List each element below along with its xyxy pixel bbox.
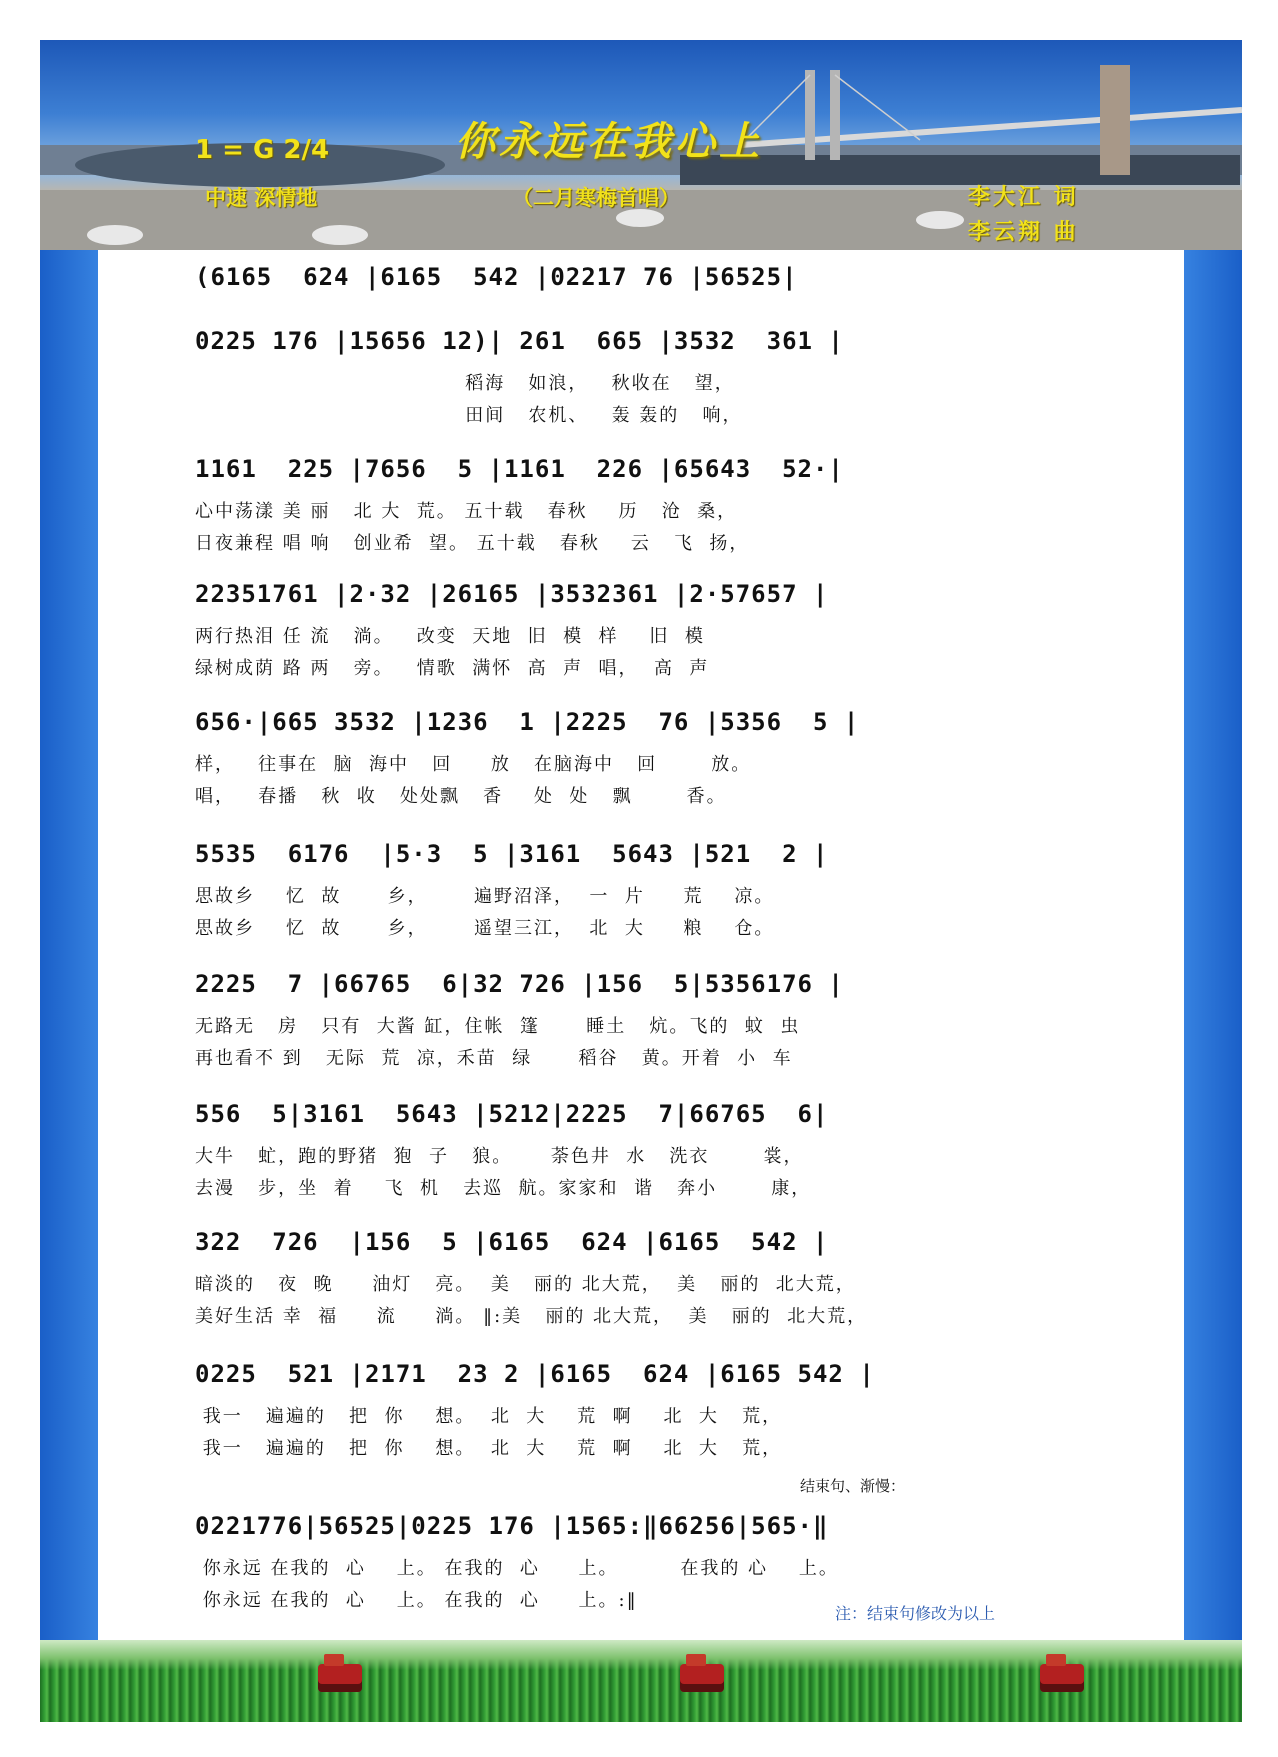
score-line xyxy=(195,1360,1065,1486)
numbered-notation: 656·|665 3532 |1236 1 |2225 76 |5356 5 | xyxy=(195,708,860,736)
lyrics-verse-2: 美好生活 幸 福 流 淌。 ‖:美 丽的 北大荒， 美 丽的 北大荒， xyxy=(195,1306,868,1327)
lyrics-verse-2: 去漫 步，坐 着 飞 机 去巡 航。家家和 谐 奔小 康， xyxy=(195,1178,812,1199)
composer-credit: 李云翔 曲 xyxy=(968,219,1079,245)
numbered-notation: 322 726 |156 5 |6165 624 |6165 542 | xyxy=(195,1228,829,1256)
numbered-notation: (6165 624 |6165 542 |02217 76 |56525| xyxy=(195,263,798,291)
ending-instruction: 结束句、渐慢： xyxy=(800,1477,906,1495)
score-line xyxy=(195,580,1065,706)
lyricist-credit: 李大江 词 xyxy=(968,184,1079,210)
tractor-icon xyxy=(318,1664,362,1692)
score-line xyxy=(195,840,1065,966)
lyrics-verse-1: 无路无 房 只有 大酱 缸，住帐 篷 睡土 炕。飞的 蚊 虫 xyxy=(195,1016,801,1037)
lyrics-verse-2: 你永远 在我的 心 上。 在我的 心 上。:‖ xyxy=(195,1590,638,1611)
lyrics-verse-2: 再也看不 到 无际 荒 凉，禾苗 绿 稻谷 黄。开着 小 车 xyxy=(195,1048,793,1069)
lyrics-verse-1: 稻海 如浪， 秋收在 望， xyxy=(195,373,735,394)
lyrics-verse-2: 思故乡 忆 故 乡， 遥望三江， 北 大 粮 仓。 xyxy=(195,918,775,939)
numbered-notation: 0225 176 |15656 12)| 261 665 |3532 361 | xyxy=(195,327,844,355)
lyrics-verse-2: 日夜兼程 唱 响 创业希 望。 五十载 春秋 云 飞 扬， xyxy=(195,533,750,554)
score-line xyxy=(195,455,1065,581)
lyrics-verse-1: 你永远 在我的 心 上。 在我的 心 上。 在我的 心 上。 xyxy=(195,1558,839,1579)
song-subtitle: （二月寒梅首唱） xyxy=(512,185,680,210)
lyrics-verse-1: 大牛 虻，跑的野猪 狍 子 狼。 荼色井 水 洗衣 裳， xyxy=(195,1146,804,1167)
numbered-notation: 0225 521 |2171 23 2 |6165 624 |6165 542 | xyxy=(195,1360,875,1388)
numbered-notation: 22351761 |2·32 |26165 |3532361 |2·57657 | xyxy=(195,580,829,608)
numbered-notation: 5535 6176 |5·3 5 |3161 5643 |521 2 | xyxy=(195,840,829,868)
tempo-marking: 中速 深情地 xyxy=(205,185,318,210)
score-line xyxy=(195,708,1065,834)
lyrics-verse-1: 两行热泪 任 流 淌。 改变 天地 旧 模 样 旧 模 xyxy=(195,626,705,647)
song-title: 你永远在我心上 xyxy=(455,118,763,165)
lyrics-verse-2: 唱， 春播 秋 收 处处飘 香 处 处 飘 香。 xyxy=(195,786,727,807)
score-line xyxy=(195,1100,1065,1226)
lyrics-verse-2: 绿树成荫 路 两 旁。 情歌 满怀 高 声 唱， 高 声 xyxy=(195,658,710,679)
numbered-notation: 1161 225 |7656 5 |1161 226 |65643 52·| xyxy=(195,455,844,483)
numbered-notation: 556 5|3161 5643 |5212|2225 7|66765 6| xyxy=(195,1100,829,1128)
header-banner xyxy=(40,40,1242,250)
lyrics-verse-1: 心中荡漾 美 丽 北 大 荒。 五十载 春秋 历 沧 桑， xyxy=(195,501,738,522)
lyrics-verse-1: 样， 往事在 脑 海中 回 放 在脑海中 回 放。 xyxy=(195,754,752,775)
lyrics-verse-1: 暗淡的 夜 晚 油灯 亮。 美 丽的 北大荒， 美 丽的 北大荒， xyxy=(195,1274,856,1295)
lyrics-verse-2: 我一 遍遍的 把 你 想。 北 大 荒 啊 北 大 荒， xyxy=(195,1438,783,1459)
lyrics-verse-1: 我一 遍遍的 把 你 想。 北 大 荒 啊 北 大 荒， xyxy=(195,1406,783,1427)
numbered-notation: 0221776|56525|0225 176 |1565:‖66256|565·‖ xyxy=(195,1512,829,1540)
lyrics-verse-2: 田间 农机、 轰 轰的 响， xyxy=(195,405,743,426)
score-line xyxy=(195,327,1065,453)
score-line xyxy=(195,970,1065,1096)
footnote: 注：结束句修改为以上 xyxy=(835,1604,996,1623)
tractor-icon xyxy=(1040,1664,1084,1692)
key-signature: 1 = G 2/4 xyxy=(195,135,330,165)
tractor-icon xyxy=(680,1664,724,1692)
lyrics-verse-1: 思故乡 忆 故 乡， 遍野沼泽， 一 片 荒 凉。 xyxy=(195,886,775,907)
score-line xyxy=(195,1228,1065,1354)
numbered-notation: 2225 7 |66765 6|32 726 |156 5|5356176 | xyxy=(195,970,844,998)
